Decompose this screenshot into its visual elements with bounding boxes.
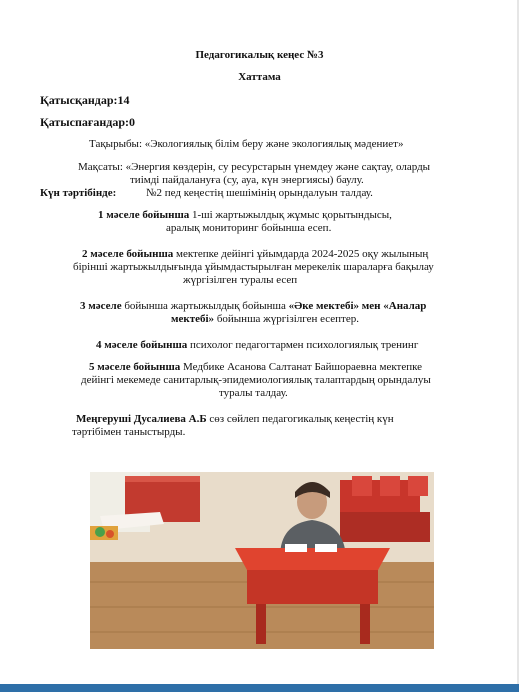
absent-count: Қатыспағандар:0 (40, 115, 135, 129)
closing-line-2: тәртібімен таныстырды. (72, 426, 186, 438)
closing-line-1 (76, 413, 394, 426)
agenda-item-5-number: 5 мәселе бойынша (89, 361, 181, 373)
agenda-item-1-line-2: аралық мониторинг бойынша есеп. (166, 222, 332, 234)
agenda-item-3-text-end: бойынша жүргізілген есептер. (216, 313, 360, 325)
agenda-item-2-text: мектепке дейінгі ұйымдарда 2024-2025 оқу жылының (175, 248, 429, 260)
agenda-label: Күн тәртібінде: (40, 187, 117, 199)
agenda-item-2-line-1 (82, 248, 428, 261)
agenda-item-1-number: 1 мәселе бойынша (98, 209, 190, 221)
page-bottom-edge (0, 684, 519, 692)
topic-line: Тақырыбы: «Экологиялық білім беру және экологиялық мәдениет» (89, 138, 404, 150)
agenda-item-3-bold-title-end: мектебі» (171, 313, 215, 325)
agenda-item-1-line-1 (98, 209, 392, 222)
document-subtitle: Хаттама (238, 71, 281, 83)
agenda-item-5-line-2: дейінгі мекемеде санитарлық-эпидемиологиялық талаптардың орындалуы (81, 374, 431, 386)
agenda-item-3-line-2 (171, 313, 359, 326)
agenda-item-3-line-1 (80, 300, 426, 313)
agenda-item-4-text: психолог педагогтармен психологиялық тренинг (189, 339, 419, 351)
agenda-item-2-line-3: жүргізілген туралы есеп (183, 274, 298, 286)
document-title: Педагогикалық кеңес №3 (195, 49, 324, 61)
agenda-item-4-number: 4 мәселе бойынша (96, 339, 188, 351)
agenda-item-5-line-3: туралы талдау. (219, 387, 288, 399)
agenda-item-2-number: 2 мәселе бойынша (82, 248, 174, 260)
agenda-item-4 (96, 339, 418, 352)
goal-line-2: тиімді пайдалануға (су, ауа, күн энергиясы) баулу. (130, 174, 364, 186)
agenda-item-2-line-2: бірінші жартыжылдығында ұйымдастырылған мерекелік шараларға бақылау (73, 261, 434, 273)
agenda-item-3-text: бойынша жартыжылдық бойынша (124, 300, 286, 312)
agenda-item-5-text: Медбике Асанова Салтанат Байшораевна мектепке (182, 361, 423, 373)
attended-count: Қатысқандар:14 (40, 93, 130, 107)
agenda-item-3-bold-title: «Әке мектебі» мен «Аналар (288, 300, 427, 312)
agenda-item-5-line-1 (89, 361, 422, 374)
closing-speaker: Меңгеруші Дусалиева А.Б (76, 413, 207, 425)
agenda-item-3-number: 3 мәселе (80, 300, 122, 312)
closing-text: сөз сөйлеп педагогикалық кеңестің күн (209, 413, 394, 425)
agenda-text: №2 пед кеңестің шешімінің орындалуын талдау. (146, 187, 373, 199)
meeting-photo (90, 472, 434, 649)
agenda-item-1-text: 1-ші жартыжылдық жұмыс қорытындысы, (191, 209, 392, 221)
goal-line-1: Мақсаты: «Энергия көздерін, су ресурстарын үнемдеу және сақтау, оларды (78, 161, 431, 173)
